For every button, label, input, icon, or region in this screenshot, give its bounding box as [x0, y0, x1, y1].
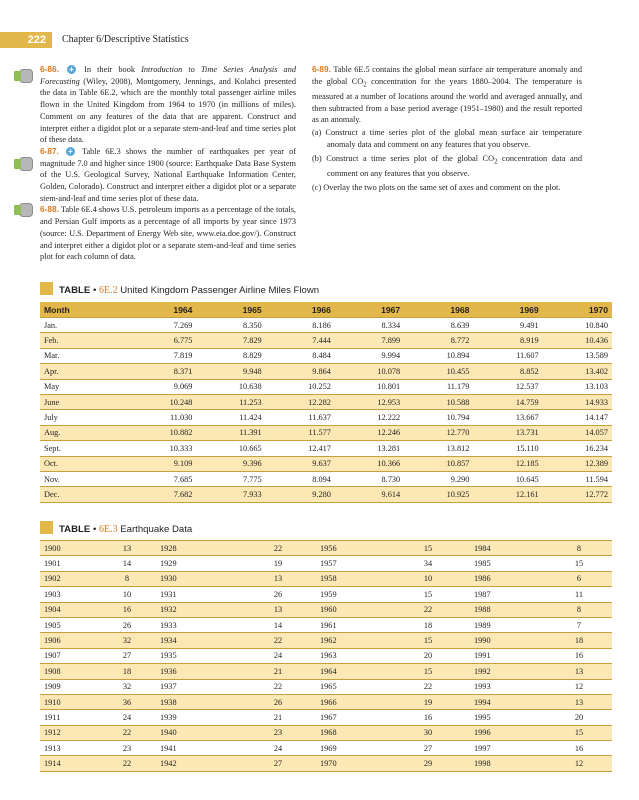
year-cell: 1936: [156, 664, 240, 679]
year-cell: 1967: [316, 710, 386, 725]
year-cell: 1958: [316, 571, 386, 586]
earthquake-table: [40, 540, 612, 772]
count-cell: 21: [240, 710, 316, 725]
exercise-column-left: [40, 64, 296, 263]
value-cell: 10.252: [266, 379, 335, 394]
table-row: [40, 633, 612, 648]
table-row: [40, 556, 612, 571]
year-cell: 1902: [40, 571, 98, 586]
data-file-icon: [16, 202, 34, 218]
year-cell: 1905: [40, 617, 98, 632]
year-cell: 1985: [470, 556, 546, 571]
value-cell: 11.577: [266, 425, 335, 440]
count-cell: 13: [546, 664, 612, 679]
exercise-6-86: 6-86. + In their book Introduction to Time Series Analysis and Forecasting (Wiley, 2008), Montgomery, Jennings, and Kolahci presented the data in Table 6E.2, which are the monthly total passenger airline miles flown in the United Kingdom from 1964 to 1970 (in millions of miles). Comment on any features of the data that are apparent. Construct and interpret either a digidot plot or a separate stem-and-leaf and time series plot of these data.: [40, 64, 296, 145]
table-row: [40, 664, 612, 679]
year-cell: 1929: [156, 556, 240, 571]
year-cell: 1911: [40, 710, 98, 725]
value-cell: 11.030: [127, 410, 196, 425]
table-6e3-title: TABLE • 6E.3 Earthquake Data: [40, 521, 192, 535]
year-cell: 1913: [40, 741, 98, 756]
count-cell: 8: [546, 602, 612, 617]
table-row: [40, 741, 612, 756]
year-cell: 1942: [156, 756, 240, 771]
year-cell: 1989: [470, 617, 546, 632]
exercise-number: 6-89.: [312, 64, 331, 74]
exercise-number: 6-88.: [40, 204, 59, 215]
chapter-title: Chapter 6/Descriptive Statistics: [62, 34, 189, 45]
table-row: [40, 487, 612, 502]
year-cell: 1991: [470, 648, 546, 663]
column-header-month: Month: [40, 302, 127, 318]
count-cell: 18: [98, 664, 156, 679]
count-cell: 18: [386, 617, 470, 632]
count-cell: 15: [546, 725, 612, 740]
value-cell: 8.094: [266, 471, 335, 486]
count-cell: 26: [240, 694, 316, 709]
column-header-year: 1969: [473, 302, 542, 318]
airline-miles-table: [40, 302, 612, 503]
count-cell: 8: [546, 541, 612, 556]
count-cell: 14: [98, 556, 156, 571]
value-cell: 9.864: [266, 364, 335, 379]
year-cell: 1906: [40, 633, 98, 648]
month-cell: June: [40, 394, 127, 409]
value-cell: 12.770: [404, 425, 473, 440]
table-row: [40, 571, 612, 586]
table-row: [40, 648, 612, 663]
year-cell: 1987: [470, 587, 546, 602]
value-cell: 15.110: [473, 441, 542, 456]
exercise-6-89: 6-89. Table 6E.5 contains the global mean surface air temperature anomaly and the global $CO_2$ concentration for the years 1880–2004. The temperature is measured at a number of locations around the world and averaged annually, and then subtracted from a base period average (1951–1980) and the result reported as an anomaly.: [312, 64, 582, 125]
year-cell: 1940: [156, 725, 240, 740]
year-cell: 1986: [470, 571, 546, 586]
month-cell: Feb.: [40, 333, 127, 348]
count-cell: 29: [386, 756, 470, 771]
year-cell: 1963: [316, 648, 386, 663]
table-row: [40, 602, 612, 617]
count-cell: 23: [240, 725, 316, 740]
exercise-6-87: 6-87. + Table 6E.3 shows the number of earthquakes per year of magnitude 7.0 and higher since 1900 (source: Earthquake Data Base System of the U.S. Geological Survey, National Earthquake Information Center, Golden, Colorado). Construct and interpret either a digidot plot or a separate stem-and-leaf and time series plot of these data.: [40, 145, 296, 203]
value-cell: 9.109: [127, 456, 196, 471]
value-cell: 9.396: [196, 456, 265, 471]
value-cell: 10.925: [404, 487, 473, 502]
count-cell: 22: [98, 725, 156, 740]
value-cell: 11.253: [196, 394, 265, 409]
count-cell: 30: [386, 725, 470, 740]
exercise-column-right: [312, 64, 582, 195]
year-cell: 1993: [470, 679, 546, 694]
year-cell: 1930: [156, 571, 240, 586]
year-cell: 1908: [40, 664, 98, 679]
value-cell: 13.103: [543, 379, 612, 394]
year-cell: 1901: [40, 556, 98, 571]
value-cell: 9.491: [473, 318, 542, 333]
table-row: [40, 348, 612, 363]
value-cell: 13.402: [543, 364, 612, 379]
exercise-number: 6-86.: [40, 64, 59, 74]
count-cell: 24: [240, 741, 316, 756]
value-cell: 8.852: [473, 364, 542, 379]
count-cell: 19: [240, 556, 316, 571]
count-cell: 32: [98, 633, 156, 648]
count-cell: 24: [98, 710, 156, 725]
table-row: [40, 456, 612, 471]
count-cell: 22: [240, 633, 316, 648]
data-file-icon: [16, 156, 34, 172]
count-cell: 34: [386, 556, 470, 571]
column-header-year: 1968: [404, 302, 473, 318]
value-cell: 8.730: [335, 471, 404, 486]
year-cell: 1965: [316, 679, 386, 694]
value-cell: 12.772: [543, 487, 612, 502]
value-cell: 12.246: [335, 425, 404, 440]
count-cell: 16: [546, 741, 612, 756]
exercise-part-a: (a) Construct a time series plot of the global mean surface air temperature anomaly data and comment on any features that you observe.: [312, 128, 582, 149]
value-cell: 8.371: [127, 364, 196, 379]
table-row: [40, 617, 612, 632]
count-cell: 22: [240, 541, 316, 556]
value-cell: 8.919: [473, 333, 542, 348]
table-row: [40, 333, 612, 348]
table-marker: [40, 521, 53, 534]
count-cell: 26: [240, 587, 316, 602]
table-row: [40, 541, 612, 556]
plus-icon: +: [66, 147, 75, 156]
value-cell: 9.614: [335, 487, 404, 502]
year-cell: 1932: [156, 602, 240, 617]
year-cell: 1912: [40, 725, 98, 740]
value-cell: 7.269: [127, 318, 196, 333]
value-cell: 13.589: [543, 348, 612, 363]
count-cell: 8: [98, 571, 156, 586]
value-cell: 10.638: [196, 379, 265, 394]
value-cell: 10.333: [127, 441, 196, 456]
value-cell: 10.366: [335, 456, 404, 471]
count-cell: 7: [546, 617, 612, 632]
value-cell: 10.894: [404, 348, 473, 363]
column-header-year: 1964: [127, 302, 196, 318]
count-cell: 22: [240, 679, 316, 694]
value-cell: 7.682: [127, 487, 196, 502]
value-cell: 10.665: [196, 441, 265, 456]
column-header-year: 1965: [196, 302, 265, 318]
year-cell: 1997: [470, 741, 546, 756]
count-cell: 26: [98, 617, 156, 632]
count-cell: 27: [98, 648, 156, 663]
value-cell: 12.282: [266, 394, 335, 409]
value-cell: 14.759: [473, 394, 542, 409]
table-row: [40, 694, 612, 709]
year-cell: 1992: [470, 664, 546, 679]
year-cell: 1966: [316, 694, 386, 709]
count-cell: 21: [240, 664, 316, 679]
value-cell: 11.424: [196, 410, 265, 425]
value-cell: 10.248: [127, 394, 196, 409]
value-cell: 9.290: [404, 471, 473, 486]
year-cell: 1961: [316, 617, 386, 632]
count-cell: 12: [546, 756, 612, 771]
year-cell: 1928: [156, 541, 240, 556]
value-cell: 12.537: [473, 379, 542, 394]
count-cell: 22: [386, 602, 470, 617]
year-cell: 1990: [470, 633, 546, 648]
table-marker: [40, 282, 53, 295]
count-cell: 15: [386, 541, 470, 556]
value-cell: 13.281: [335, 441, 404, 456]
value-cell: 10.645: [473, 471, 542, 486]
year-cell: 1956: [316, 541, 386, 556]
table-row: [40, 441, 612, 456]
year-cell: 1995: [470, 710, 546, 725]
count-cell: 16: [386, 710, 470, 725]
year-cell: 1998: [470, 756, 546, 771]
count-cell: 12: [546, 679, 612, 694]
count-cell: 14: [240, 617, 316, 632]
year-cell: 1962: [316, 633, 386, 648]
year-cell: 1935: [156, 648, 240, 663]
value-cell: 13.731: [473, 425, 542, 440]
count-cell: 16: [98, 602, 156, 617]
value-cell: 8.772: [404, 333, 473, 348]
book-title: Introduction to Time Series Analysis and Forecasting: [40, 65, 296, 86]
value-cell: 14.057: [543, 425, 612, 440]
table-row: [40, 410, 612, 425]
year-cell: 1970: [316, 756, 386, 771]
value-cell: 12.953: [335, 394, 404, 409]
month-cell: Mar.: [40, 348, 127, 363]
year-cell: 1914: [40, 756, 98, 771]
value-cell: 10.794: [404, 410, 473, 425]
value-cell: 9.280: [266, 487, 335, 502]
value-cell: 8.639: [404, 318, 473, 333]
column-header-year: 1966: [266, 302, 335, 318]
year-cell: 1941: [156, 741, 240, 756]
value-cell: 7.899: [335, 333, 404, 348]
count-cell: 15: [386, 664, 470, 679]
value-cell: 7.775: [196, 471, 265, 486]
value-cell: 8.829: [196, 348, 265, 363]
table-row: [40, 471, 612, 486]
year-cell: 1996: [470, 725, 546, 740]
year-cell: 1959: [316, 587, 386, 602]
count-cell: 18: [546, 633, 612, 648]
exercise-6-88: 6-88. Table 6E.4 shows U.S. petroleum imports as a percentage of the totals, and Persian Gulf imports as a percentage of all imports by year since 1973 (source: U.S. Department of Energy Web site, www.eia.doe.gov/). Construct and interpret either a digidot plot or a separate stem-and-leaf and time series plot for each column of data.: [40, 204, 296, 262]
value-cell: 12.417: [266, 441, 335, 456]
count-cell: 20: [386, 648, 470, 663]
count-cell: 24: [240, 648, 316, 663]
value-cell: 14.933: [543, 394, 612, 409]
year-cell: 1939: [156, 710, 240, 725]
value-cell: 10.588: [404, 394, 473, 409]
count-cell: 13: [240, 602, 316, 617]
value-cell: 7.819: [127, 348, 196, 363]
year-cell: 1969: [316, 741, 386, 756]
value-cell: 7.933: [196, 487, 265, 502]
column-header-year: 1967: [335, 302, 404, 318]
month-cell: Dec.: [40, 487, 127, 502]
value-cell: 12.185: [473, 456, 542, 471]
month-cell: Sept.: [40, 441, 127, 456]
value-cell: 8.186: [266, 318, 335, 333]
count-cell: 20: [546, 710, 612, 725]
year-cell: 1937: [156, 679, 240, 694]
value-cell: 11.179: [404, 379, 473, 394]
value-cell: 13.812: [404, 441, 473, 456]
value-cell: 10.801: [335, 379, 404, 394]
table-row: [40, 679, 612, 694]
value-cell: 10.857: [404, 456, 473, 471]
exercise-part-b: (b) Construct a time series plot of the global $CO_2$ concentration data and comment on any features that you observe.: [312, 153, 583, 178]
value-cell: 12.222: [335, 410, 404, 425]
value-cell: 13.667: [473, 410, 542, 425]
exercise-number: 6-87.: [40, 145, 59, 156]
month-cell: Aug.: [40, 425, 127, 440]
year-cell: 1984: [470, 541, 546, 556]
value-cell: 16.234: [543, 441, 612, 456]
year-cell: 1909: [40, 679, 98, 694]
table-row: [40, 379, 612, 394]
table-row: [40, 756, 612, 771]
value-cell: 8.350: [196, 318, 265, 333]
count-cell: 27: [240, 756, 316, 771]
page-header: [0, 22, 639, 50]
month-cell: May: [40, 379, 127, 394]
value-cell: 11.607: [473, 348, 542, 363]
count-cell: 13: [240, 571, 316, 586]
value-cell: 8.484: [266, 348, 335, 363]
month-cell: Nov.: [40, 471, 127, 486]
table-row: [40, 425, 612, 440]
plus-icon: +: [67, 65, 76, 74]
table-row: [40, 364, 612, 379]
count-cell: 27: [386, 741, 470, 756]
value-cell: 10.882: [127, 425, 196, 440]
exercise-part-c: (c) Overlay the two plots on the same set of axes and comment on the plot.: [312, 182, 561, 192]
year-cell: 1933: [156, 617, 240, 632]
count-cell: 13: [546, 694, 612, 709]
count-cell: 36: [98, 694, 156, 709]
value-cell: 8.334: [335, 318, 404, 333]
column-header-year: 1970: [543, 302, 612, 318]
count-cell: 23: [98, 741, 156, 756]
exercise-parts: [312, 127, 582, 193]
count-cell: 10: [386, 571, 470, 586]
year-cell: 1934: [156, 633, 240, 648]
count-cell: 11: [546, 587, 612, 602]
count-cell: 15: [386, 633, 470, 648]
value-cell: 11.391: [196, 425, 265, 440]
month-cell: Oct.: [40, 456, 127, 471]
table-row: [40, 710, 612, 725]
table-6e2-title: TABLE • 6E.2 United Kingdom Passenger Airline Miles Flown: [40, 282, 319, 296]
year-cell: 1903: [40, 587, 98, 602]
year-cell: 1931: [156, 587, 240, 602]
value-cell: 7.829: [196, 333, 265, 348]
data-file-icon: [16, 68, 34, 84]
year-cell: 1964: [316, 664, 386, 679]
count-cell: 16: [546, 648, 612, 663]
value-cell: 14.147: [543, 410, 612, 425]
count-cell: 32: [98, 679, 156, 694]
year-cell: 1938: [156, 694, 240, 709]
value-cell: 10.840: [543, 318, 612, 333]
table-row: [40, 394, 612, 409]
table-row: [40, 725, 612, 740]
value-cell: 11.594: [543, 471, 612, 486]
value-cell: 11.637: [266, 410, 335, 425]
count-cell: 6: [546, 571, 612, 586]
value-cell: 10.078: [335, 364, 404, 379]
value-cell: 9.637: [266, 456, 335, 471]
year-cell: 1994: [470, 694, 546, 709]
table-row: [40, 587, 612, 602]
year-cell: 1910: [40, 694, 98, 709]
year-cell: 1907: [40, 648, 98, 663]
value-cell: 9.994: [335, 348, 404, 363]
count-cell: 22: [98, 756, 156, 771]
year-cell: 1900: [40, 541, 98, 556]
value-cell: 6.775: [127, 333, 196, 348]
value-cell: 7.685: [127, 471, 196, 486]
count-cell: 13: [98, 541, 156, 556]
value-cell: 9.069: [127, 379, 196, 394]
count-cell: 15: [546, 556, 612, 571]
value-cell: 9.948: [196, 364, 265, 379]
count-cell: 15: [386, 587, 470, 602]
year-cell: 1968: [316, 725, 386, 740]
value-cell: 10.436: [543, 333, 612, 348]
year-cell: 1957: [316, 556, 386, 571]
table-row: [40, 318, 612, 333]
month-cell: Apr.: [40, 364, 127, 379]
value-cell: 10.455: [404, 364, 473, 379]
value-cell: 12.161: [473, 487, 542, 502]
value-cell: 7.444: [266, 333, 335, 348]
year-cell: 1988: [470, 602, 546, 617]
year-cell: 1904: [40, 602, 98, 617]
year-cell: 1960: [316, 602, 386, 617]
month-cell: Jan.: [40, 318, 127, 333]
count-cell: 19: [386, 694, 470, 709]
page-number: 222: [0, 32, 52, 48]
value-cell: 12.389: [543, 456, 612, 471]
month-cell: July: [40, 410, 127, 425]
count-cell: 10: [98, 587, 156, 602]
count-cell: 22: [386, 679, 470, 694]
